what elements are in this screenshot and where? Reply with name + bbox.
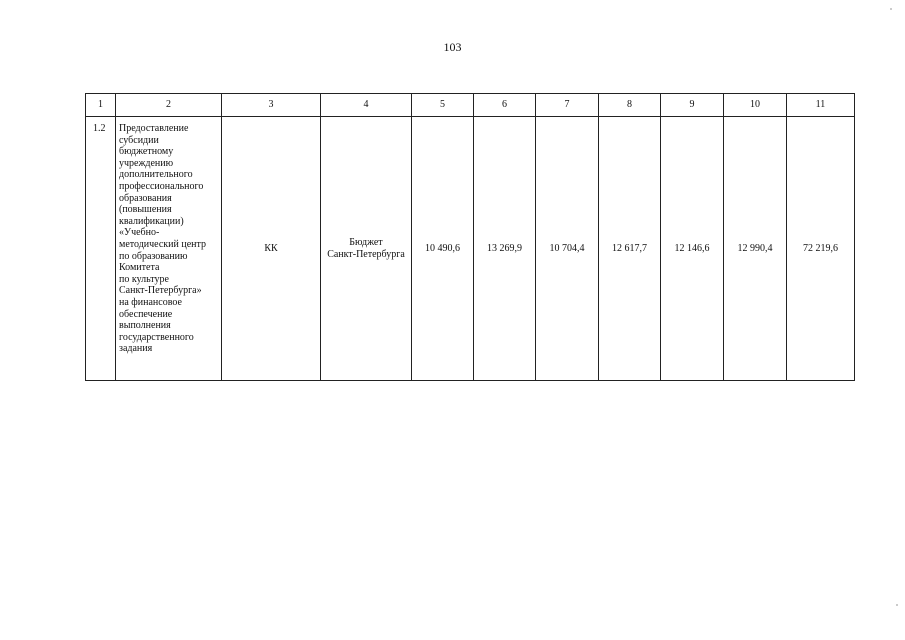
description-line: профессионального: [119, 180, 204, 192]
page-number: 103: [443, 40, 462, 54]
description-line: обеспечение: [119, 308, 173, 320]
value-cell: 12 617,7: [599, 117, 661, 381]
value-cell: 12 990,4: [724, 117, 787, 381]
total-value-cell: 72 219,6: [787, 117, 855, 381]
table-header-row: [86, 94, 855, 117]
description-line: выполнения: [119, 320, 171, 332]
description-line: на финансовое: [119, 296, 182, 308]
column-header: 11: [787, 94, 855, 117]
scan-speck: [890, 8, 892, 10]
description-line: Предоставление: [119, 123, 189, 134]
column-header: 6: [474, 94, 536, 117]
description-line: субсидии: [119, 134, 159, 146]
column-header: 3: [222, 94, 321, 117]
description-line: бюджетному: [119, 146, 174, 158]
value-cell: 12 146,6: [661, 117, 724, 381]
funding-source-line: Санкт-Петербурга: [327, 248, 405, 260]
funding-source-cell: [321, 117, 412, 381]
value-cell: 13 269,9: [474, 117, 536, 381]
column-header: 5: [412, 94, 474, 117]
description-line: методический центр: [119, 238, 207, 250]
description-line: «Учебно-: [119, 227, 160, 239]
column-header: 10: [724, 94, 787, 117]
funding-source-line: Бюджет: [349, 236, 383, 248]
column-header: 8: [599, 94, 661, 117]
description-line: дополнительного: [119, 169, 193, 181]
column-header: 2: [116, 94, 222, 117]
column-header: 9: [661, 94, 724, 117]
description-line: Комитета: [119, 262, 160, 274]
description-line: (повышения: [119, 204, 172, 216]
budget-table: [85, 93, 855, 381]
column-header: 1: [86, 94, 116, 117]
value-cell: 10 704,4: [536, 117, 599, 381]
description-line: Санкт-Петербурга»: [119, 285, 202, 297]
description-line: по образованию: [119, 250, 188, 262]
description-line: квалификации): [119, 215, 184, 227]
description-line: образования: [119, 192, 172, 204]
description-line: по культуре: [119, 273, 169, 285]
description-line: задания: [119, 343, 153, 355]
executor-cell: КК: [222, 117, 321, 381]
table-row: [86, 117, 855, 381]
value-cell: 10 490,6: [412, 117, 474, 381]
row-number: 1.2: [86, 117, 116, 381]
scan-speck: [896, 604, 898, 606]
row-description: [116, 117, 222, 381]
column-header: 4: [321, 94, 412, 117]
column-header: 7: [536, 94, 599, 117]
description-line: учреждению: [119, 157, 174, 169]
description-line: государственного: [119, 331, 194, 343]
